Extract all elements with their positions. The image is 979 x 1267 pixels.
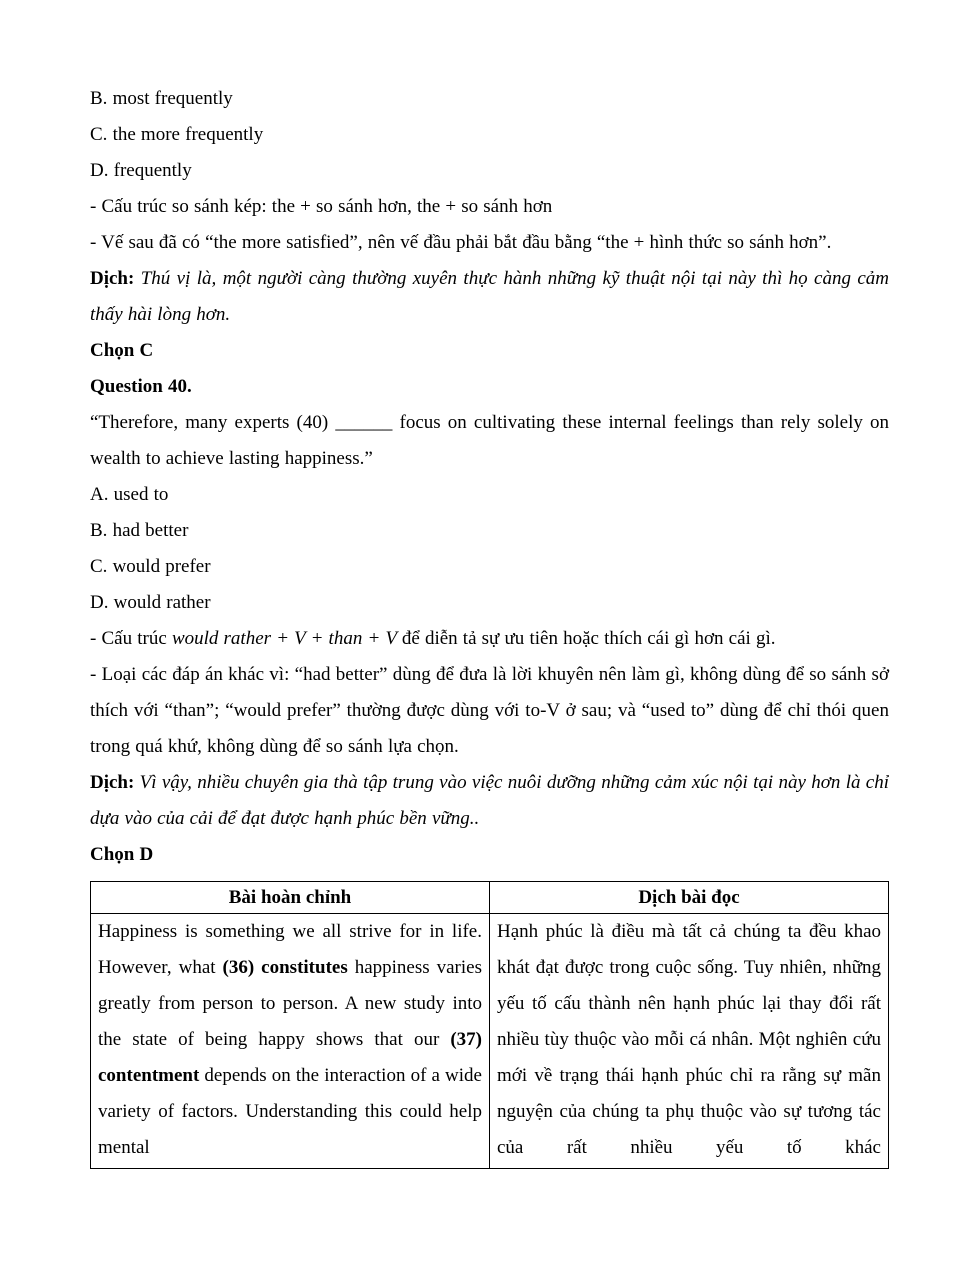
q40-translation xyxy=(90,765,889,837)
text-run: Chọn C xyxy=(90,340,154,361)
q40-option-d xyxy=(90,585,889,621)
text-run: A. used to xyxy=(90,484,169,505)
text-run: Vì vậy, nhiều chuyên gia thà tập trung vào việc nuôi dưỡng những cảm xúc nội tại này hơn là chỉ dựa vào của cải để đạt được hạnh phúc bền vững.. xyxy=(90,772,889,829)
text-run: would rather + V + than + V xyxy=(171,628,402,649)
q40-note-structure xyxy=(90,621,889,657)
q40-option-a xyxy=(90,477,889,513)
text-run: để diễn tả sự ưu tiên hoặc thích cái gì hơn cái gì. xyxy=(401,628,776,649)
text-run: C. the more frequently xyxy=(90,124,264,145)
text-run: C. would prefer xyxy=(90,556,211,577)
q40-note-elimination xyxy=(90,657,889,765)
table-header-row xyxy=(91,882,889,914)
text-run: - Loại các đáp án khác vì: “had better” dùng để đưa là lời khuyên nên làm gì, không dùng để so sánh sở thích với “than”; “would prefer” thường được dùng với to-V ở sau; và “used to” dùng để chỉ thói quen trong quá khứ, không dùng để so sánh lựa chọn. xyxy=(90,664,889,757)
q39-answer xyxy=(90,333,889,369)
text-run: D. frequently xyxy=(90,160,192,181)
text-run: (36) constitutes xyxy=(222,957,348,978)
text-run: Thú vị là, một người càng thường xuyên thực hành những kỹ thuật nội tại này thì họ càng cảm thấy hài lòng hơn. xyxy=(90,268,889,325)
text-run: (37) contentment xyxy=(98,1029,482,1086)
text-run: D. would rather xyxy=(90,592,211,613)
text-run: “Therefore, many experts (40) ______ focus on cultivating these internal feelings than rely solely on wealth to achieve lasting happiness.” xyxy=(90,412,889,469)
text-run: Happiness is something we all strive for in life. However, what xyxy=(98,921,482,978)
complete-passage-cell xyxy=(91,914,490,1169)
document-content xyxy=(90,81,889,1169)
text-run: Hạnh phúc là điều mà tất cả chúng ta đều khao khát đạt được trong cuộc sống. Tuy nhiên, những yếu tố cấu thành nên hạnh phúc lại thay đổi rất nhiều tùy thuộc vào mỗi cá nhân. Một nghiên cứu mới về trạng thái hạnh phúc chỉ ra rằng sự mãn nguyện của chúng ta phụ thuộc vào sự tương tác của rất nhiều yếu tố khác xyxy=(497,921,881,1158)
passage-translation-table xyxy=(90,881,889,1169)
translation-cell xyxy=(490,914,889,1169)
q39-note-clause xyxy=(90,225,889,261)
text-run: - Vế sau đã có “the more satisfied”, nên vế đầu phải bắt đầu bằng “the + hình thức so sánh hơn”. xyxy=(90,232,832,253)
q39-option-d xyxy=(90,153,889,189)
text-run: Question 40. xyxy=(90,376,192,397)
q39-option-c xyxy=(90,117,889,153)
table-body xyxy=(91,914,889,1169)
document-body xyxy=(90,81,889,873)
table-header-reading-translation: Dịch bài đọc xyxy=(490,882,889,914)
q40-sentence xyxy=(90,405,889,477)
text-run: Chọn D xyxy=(90,844,154,865)
text-run: depends on the interaction of a wide variety of factors. Understanding this could help mental xyxy=(98,1065,482,1158)
q40-heading xyxy=(90,369,889,405)
q40-option-c xyxy=(90,549,889,585)
text-run: - Cấu trúc xyxy=(90,628,172,649)
q40-option-b xyxy=(90,513,889,549)
text-run: B. had better xyxy=(90,520,189,541)
q39-option-b xyxy=(90,81,889,117)
text-run: happiness varies greatly from person to person. A new study into the state of being happy shows that our xyxy=(98,957,482,1050)
q40-answer xyxy=(90,837,889,873)
text-run: Dịch: xyxy=(90,268,141,289)
text-run: B. most frequently xyxy=(90,88,233,109)
table-header-complete-passage: Bài hoàn chỉnh xyxy=(91,882,490,914)
q39-translation xyxy=(90,261,889,333)
table-row xyxy=(91,914,889,1169)
text-run: - Cấu trúc so sánh kép: the + so sánh hơn, the + so sánh hơn xyxy=(90,196,553,217)
text-run: Dịch: xyxy=(90,772,140,793)
q39-note-structure xyxy=(90,189,889,225)
